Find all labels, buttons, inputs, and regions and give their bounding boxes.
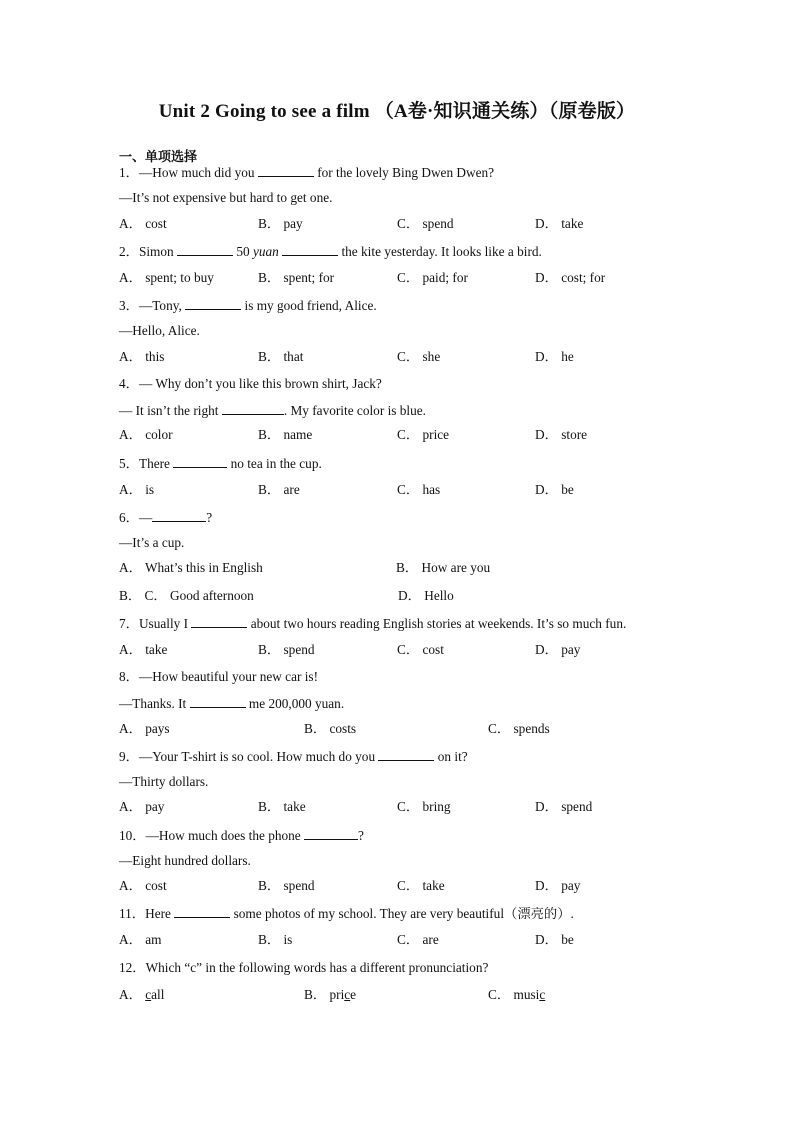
page-title: Unit 2 Going to see a film （A卷·知识通关练）（原卷版） — [158, 101, 636, 122]
answer-blank — [304, 826, 358, 840]
option-a[interactable]: A． color — [119, 427, 173, 442]
option-a[interactable]: A． take — [119, 642, 168, 657]
option-d[interactable]: D． be — [535, 932, 574, 947]
option-a[interactable]: A． pay — [119, 799, 165, 814]
question-7-options — [119, 641, 679, 659]
question-9-options — [119, 798, 679, 816]
option-c[interactable]: C． price — [397, 427, 450, 442]
question-9: 9．—Your T-shirt is so cool. How much do you on it? — [119, 749, 468, 764]
section-heading: 一、单项选择 — [119, 150, 198, 165]
option-a[interactable]: A． call — [119, 987, 165, 1002]
option-b[interactable]: B． price — [304, 987, 357, 1002]
question-6: 6．— ? — [119, 510, 213, 525]
option-a[interactable]: A． am — [119, 932, 162, 947]
option-a[interactable]: A． cost — [119, 216, 167, 231]
option-b[interactable]: B． spent; for — [258, 270, 335, 285]
option-a[interactable]: A． What’s this in English — [119, 560, 263, 575]
question-9-reply: —Thirty dollars. — [119, 774, 209, 789]
option-d[interactable]: D． spend — [535, 799, 593, 814]
question-2-options — [119, 269, 679, 287]
question-8-reply: —Thanks. It me 200,000 yuan. — [119, 696, 345, 711]
question-4: 4．— Why don’t you like this brown shirt, Jack? — [119, 376, 382, 391]
question-10-reply: —Eight hundred dollars. — [119, 853, 251, 868]
question-3-reply: —Hello, Alice. — [119, 323, 200, 338]
option-a[interactable]: A． is — [119, 482, 155, 497]
option-a[interactable]: A． cost — [119, 878, 167, 893]
option-b[interactable]: B． pay — [258, 216, 303, 231]
answer-blank — [185, 296, 241, 310]
option-d[interactable]: D． pay — [535, 642, 581, 657]
answer-blank — [177, 242, 233, 256]
question-10: 10．—How much does the phone ? — [119, 828, 364, 843]
option-c[interactable]: C． are — [397, 932, 439, 947]
answer-blank — [222, 401, 284, 415]
question-11: 11．Here some photos of my school. They are very beautiful（漂亮的）. — [119, 906, 574, 921]
answer-blank — [174, 904, 230, 918]
option-d[interactable]: D． take — [535, 216, 584, 231]
question-12-options — [119, 986, 679, 1004]
question-5-options — [119, 481, 679, 499]
question-11-options — [119, 931, 679, 949]
option-c[interactable]: C． cost — [397, 642, 444, 657]
option-c[interactable]: C． music — [488, 987, 546, 1002]
option-b[interactable]: B． How are you — [396, 560, 491, 575]
answer-blank — [191, 614, 247, 628]
question-12: 12．Which “c” in the following words has a different pronunciation? — [119, 960, 489, 975]
question-8: 8．—How beautiful your new car is! — [119, 669, 319, 684]
option-d[interactable]: D． he — [535, 349, 574, 364]
option-d[interactable]: D． be — [535, 482, 574, 497]
option-d[interactable]: D． store — [535, 427, 588, 442]
question-3-options — [119, 348, 679, 366]
option-a[interactable]: A． pays — [119, 721, 170, 736]
question-7: 7．Usually I about two hours reading English stories at weekends. It’s so much fun. — [119, 616, 627, 631]
question-6-options-row2 — [119, 587, 679, 605]
answer-blank — [282, 242, 338, 256]
option-b[interactable]: B． name — [258, 427, 313, 442]
question-1-reply: —It’s not expensive but hard to get one. — [119, 190, 333, 205]
option-c[interactable]: C． she — [397, 349, 441, 364]
question-10-options — [119, 877, 679, 895]
answer-blank — [173, 454, 227, 468]
answer-blank — [152, 508, 206, 522]
option-b[interactable]: B． spend — [258, 878, 315, 893]
option-a[interactable]: A． spent; to buy — [119, 270, 214, 285]
question-2: 2．Simon 50 yuan the kite yesterday. It looks like a bird. — [119, 244, 542, 259]
answer-blank — [190, 694, 246, 708]
question-1-options — [119, 215, 679, 233]
question-6-reply: —It’s a cup. — [119, 535, 185, 550]
answer-blank — [258, 163, 314, 177]
option-c[interactable]: C． take — [397, 878, 445, 893]
option-c[interactable]: C． bring — [397, 799, 451, 814]
option-d[interactable]: D． cost; for — [535, 270, 606, 285]
option-d[interactable]: D． Hello — [398, 588, 454, 603]
option-b[interactable]: B． take — [258, 799, 306, 814]
option-b[interactable]: B． are — [258, 482, 300, 497]
question-4-reply: — It isn’t the right . My favorite color is blue. — [119, 403, 426, 418]
option-c[interactable]: C． spends — [488, 721, 550, 736]
question-8-options — [119, 720, 679, 738]
option-b[interactable]: B． that — [258, 349, 304, 364]
question-4-options — [119, 426, 679, 444]
option-c[interactable]: C． spend — [397, 216, 454, 231]
option-b[interactable]: B． costs — [304, 721, 357, 736]
option-c[interactable]: C． has — [397, 482, 441, 497]
option-d[interactable]: D． pay — [535, 878, 581, 893]
answer-blank — [378, 747, 434, 761]
question-5: 5．There no tea in the cup. — [119, 456, 322, 471]
question-1: 1．—How much did you for the lovely Bing Dwen Dwen? — [119, 165, 495, 180]
option-c[interactable]: B． C． Good afternoon — [119, 588, 254, 603]
option-a[interactable]: A． this — [119, 349, 165, 364]
question-3: 3．—Tony, is my good friend, Alice. — [119, 298, 377, 313]
question-6-options-row1 — [119, 559, 679, 577]
option-b[interactable]: B． is — [258, 932, 293, 947]
option-b[interactable]: B． spend — [258, 642, 315, 657]
option-c[interactable]: C． paid; for — [397, 270, 468, 285]
